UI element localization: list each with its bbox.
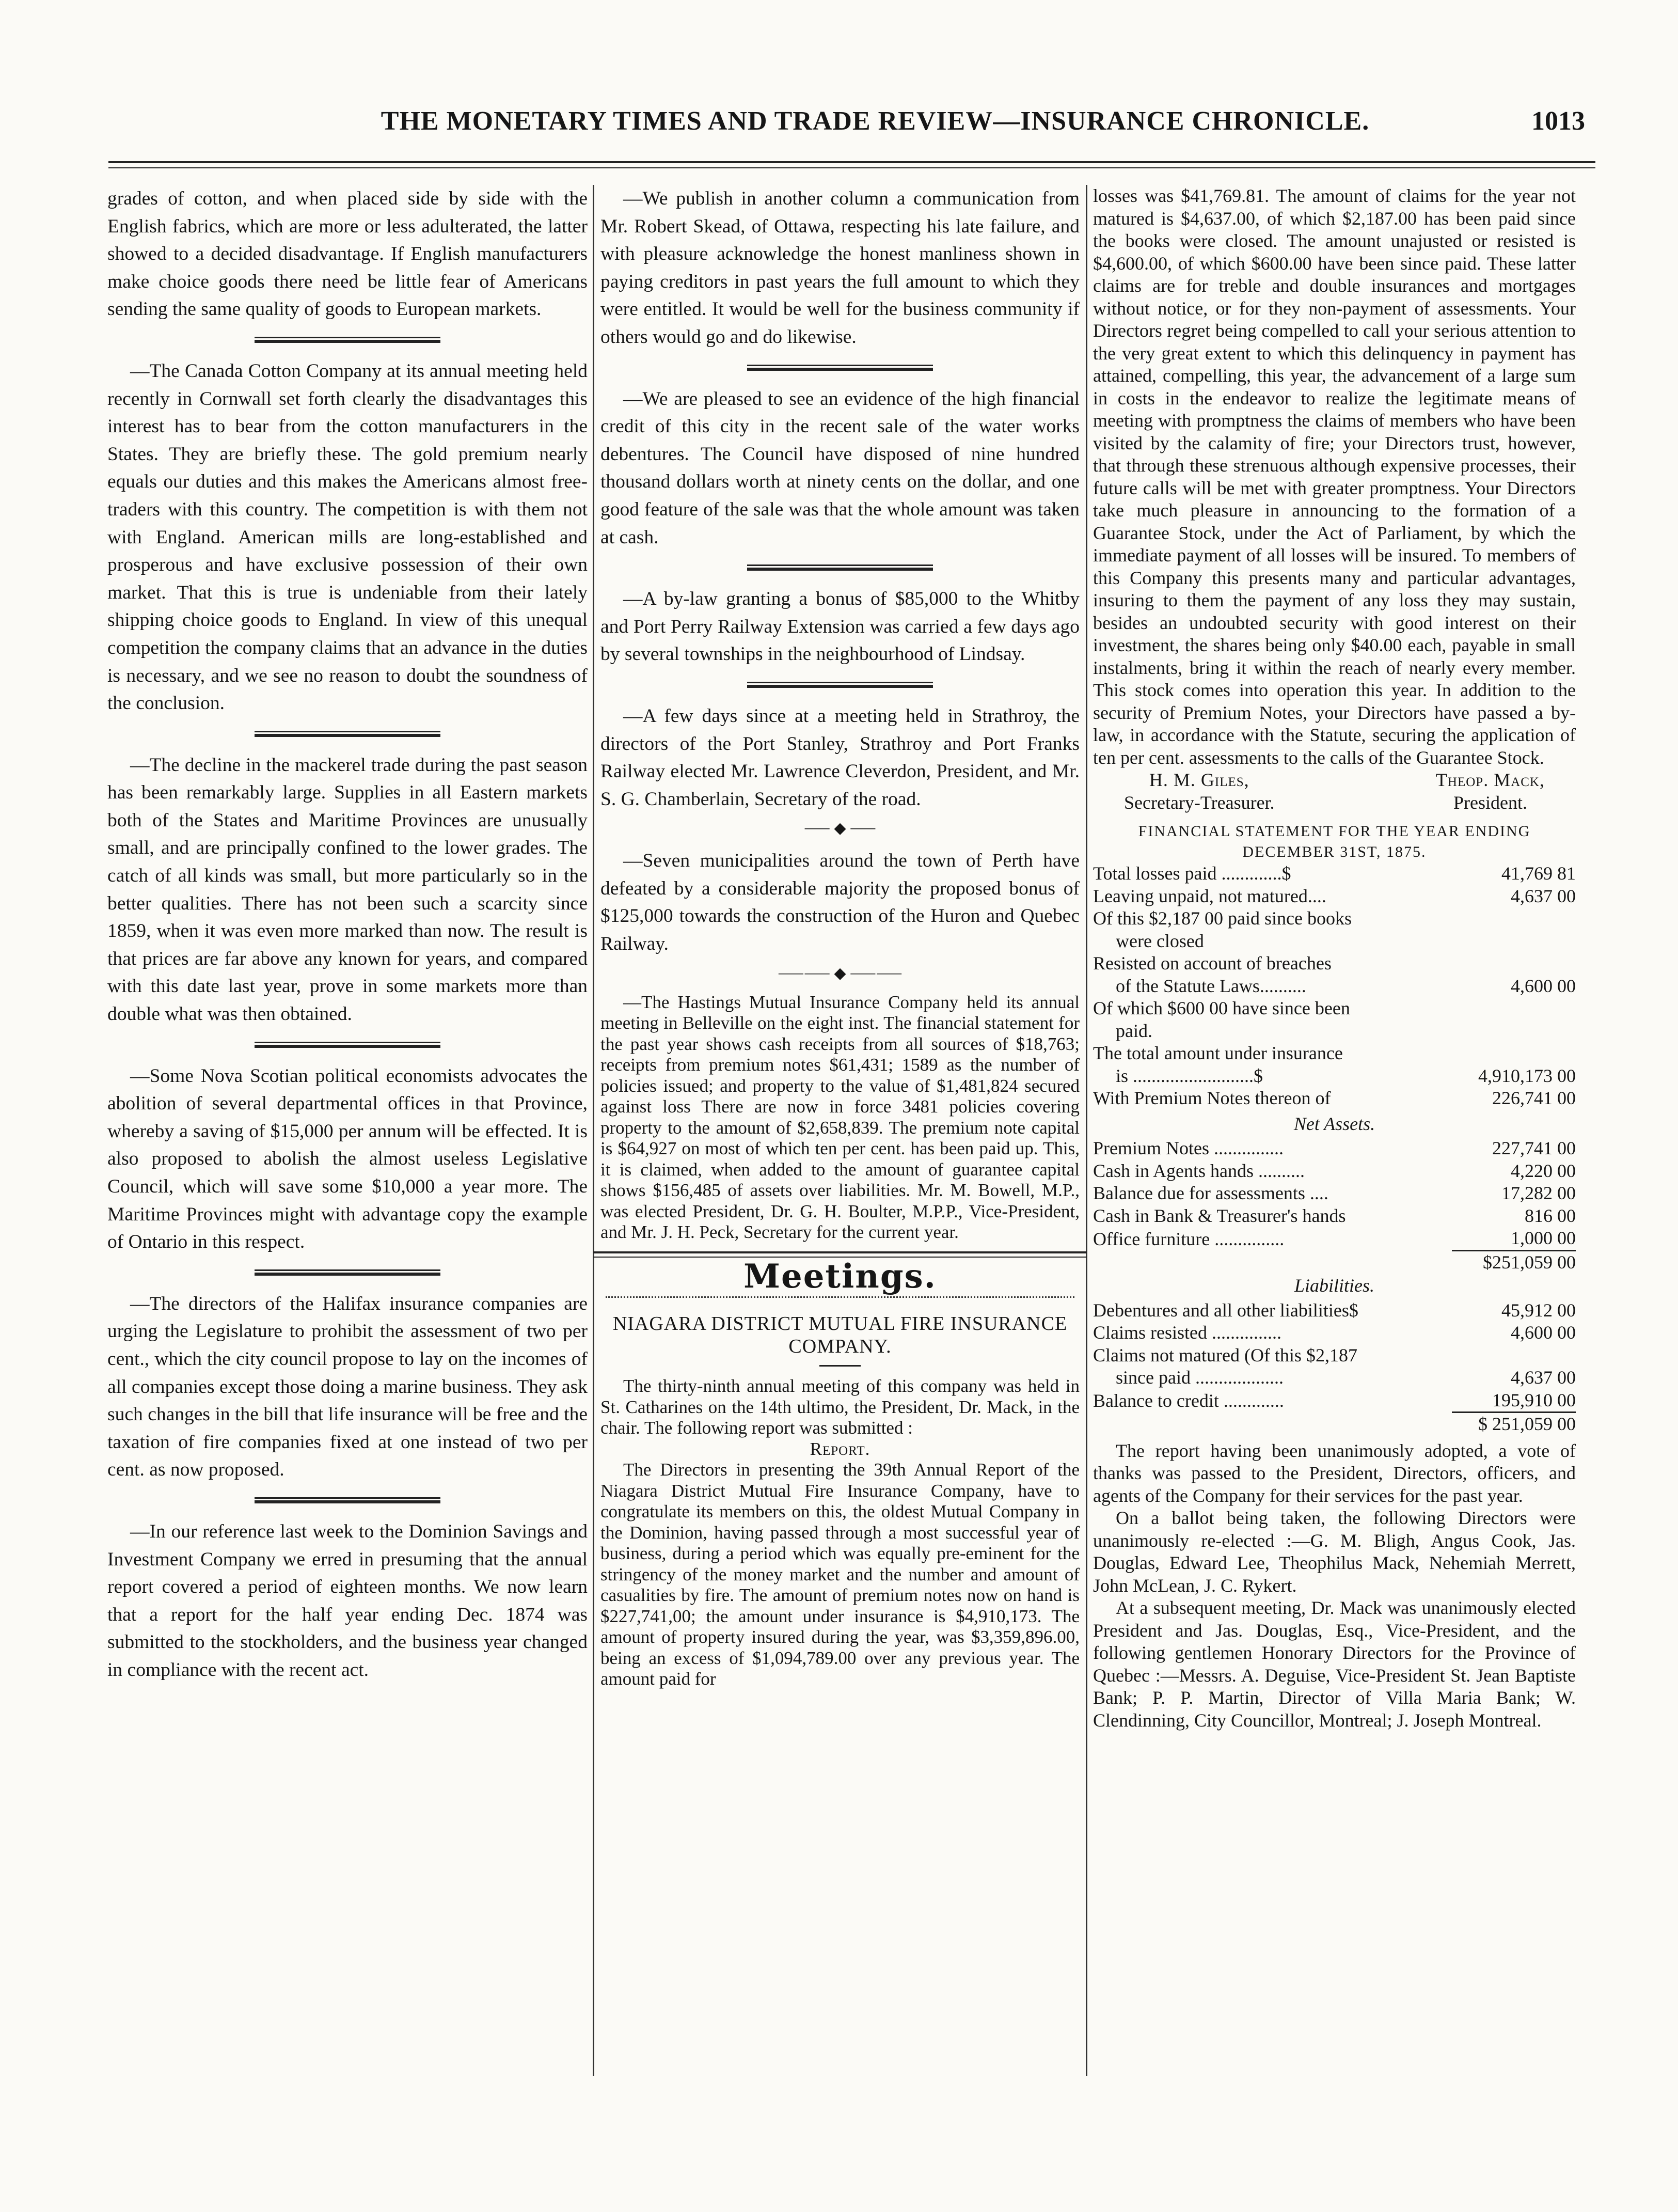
table-row	[1093, 907, 1576, 930]
signatures	[1093, 769, 1576, 814]
table-row	[1093, 1137, 1576, 1160]
article-hastings-mutual: —The Hastings Mutual Insurance Company held its annual meeting in Belleville on the eight inst. The financial statement for the past year shows cash receipts from all sources of $18,763; receipts from premium notes $61,431; 1589 as the number of policies issued; and property to the value of $1,481,824 secured against loss There are now in force 3481 policies covering property to the amount of $2,658,839. The premium note capital is $64,927 on most of which ten per cent. has been paid up. This, it is claimed, when added to the amount of guarantee capital shows $156,485 of assets over liabilities. Mr. M. Bowell, M.P., was elected President, Dr. G. H. Boulter, M.P.P., Vice-President, and Mr. J. H. Peck, Secretary for the current year.	[600, 992, 1080, 1243]
table-row	[1093, 1367, 1576, 1389]
masthead-title: THE MONETARY TIMES AND TRADE REVIEW—INSURANCE CHRONICLE.	[381, 106, 1370, 136]
row-amount: 227,741 00	[1492, 1138, 1576, 1158]
row-amount: 4,637 00	[1511, 885, 1576, 906]
table-row	[1093, 975, 1576, 998]
row-label: Cash in Bank & Treasurer's hands	[1093, 1205, 1346, 1226]
separator-rule	[747, 365, 933, 371]
liabilities-total: $ 251,059 00	[1452, 1413, 1576, 1436]
row-amount: 41,769 81	[1501, 863, 1576, 884]
row-label: Claims not matured (Of this $2,187	[1093, 1344, 1357, 1366]
row-label: Debentures and all other liabilities$	[1093, 1299, 1358, 1321]
report-body: The Directors in presenting the 39th Annual Report of the Niagara District Mutual Fire Insurance Company, have to congratulate its members on this, the oldest Mutual Company in the Dominion, having passed through a most successful year of business, during a period which was equally pre-eminent for the stringency of the money market and the number and amount of casualities by fire. The amount of premium notes now on hand is $227,741,00; the amount under insurance is $4,910,173. The amount of property insured during the year, was $3,359,896.00, being an excess of $1,094,789.00 over any previous year. The amount paid for	[600, 1460, 1080, 1689]
column-2	[600, 185, 1080, 1690]
assets-total: $251,059 00	[1452, 1250, 1576, 1274]
row-label: Cash in Agents hands ..........	[1093, 1160, 1305, 1181]
table-row	[1093, 1065, 1576, 1088]
column-divider-2	[1086, 185, 1087, 2076]
row-label: Of which $600 00 have since been	[1093, 998, 1350, 1018]
meeting-intro: The thirty-ninth annual meeting of this company was held in St. Catharines on the 14th ultimo, the President, Dr. Mack, in the chair. The following report was submitted :	[600, 1376, 1080, 1438]
row-amount: 195,910 00	[1492, 1389, 1576, 1410]
row-label: is ..........................$	[1116, 1065, 1263, 1086]
row-amount: 226,741 00	[1492, 1088, 1576, 1108]
ornament-divider: ⸺⸺ ◆ ⸺⸺	[778, 964, 903, 982]
fin-head-line2: DECEMBER 31ST, 1875.	[1242, 843, 1427, 860]
row-label: Resisted on account of breaches	[1093, 953, 1332, 974]
liabilities-heading: Liabilities.	[1294, 1275, 1375, 1296]
signature-secretary	[1124, 769, 1275, 814]
header-rule-bottom	[108, 167, 1595, 168]
separator-rule	[255, 1497, 440, 1503]
separator-rule	[255, 1269, 440, 1276]
article-water-works: —We are pleased to see an evidence of the high financial credit of this city in the recent sale of the water works debentures. The Council have disposed of nine hundred thousand dollars worth at ninety cents on the dollar, and one good feature of the sale was that the whole amount was taken at cash.	[600, 388, 1080, 548]
column-divider-1	[593, 185, 594, 2076]
row-amount: 4,220 00	[1511, 1160, 1576, 1181]
table-row	[1093, 1344, 1576, 1367]
article-port-stanley-railway: —A few days since at a meeting held in Strathroy, the directors of the Port Stanley, Strathroy and Port Franks Railway elected Mr. Lawrence Cleverdon, President, and Mr. S. G. Chamberlain, Secretary of the road.	[600, 705, 1080, 810]
article-robert-skead: —We publish in another column a communication from Mr. Robert Skead, of Ottawa, respecting his late failure, and with pleasure acknowledge the honest manliness shown in paying creditors in past years the full amount to which they were entitled. It would be well for the business community if others would go and do likewise.	[600, 188, 1080, 348]
row-label: Total losses paid .............$	[1093, 863, 1291, 884]
table-row	[1093, 1182, 1576, 1205]
report-continuation: losses was $41,769.81. The amount of claims for the year not matured is $4,637.00, of which $2,187.00 has been paid since the books were closed. The amount unajusted or resisted is $4,600.00, of which $600.00 have been since paid. These latter claims are for treble and double insurances and mortgages without notice, or for they non-payment of assessments. Your Directors regret being compelled to call your serious attention to the very great extent to which this delinquency in payment has attained, compelling, this year, the advancement of a large sum in costs in the endeavor to realize the legitimate means of meeting with promptness the claims of members who have been visited by the calamity of fire; your Directors trust, however, that through these strenuous although expensive processes, their future calls will be met with greater promptness. Your Directors take much pleasure in announcing to the formation of a Guarantee Stock, under the Act of Parliament, by which the immediate payment of all losses will be insured. To members of this Company this presents many and particular advantages, insuring to them the payment of any loss they may sustain, besides an undoubted security with good interest on their investment, the shares being only $40.00 each, payable in small instalments, bring it within the reach of nearly every member. This stock comes into operation this year. In addition to the security of Premium Notes, your Directors have passed a by-law, in accordance with the Statute, securing the application of ten per cent. assessments to the calls of the Guarantee Stock.	[1093, 185, 1576, 768]
row-amount: 4,637 00	[1511, 1367, 1576, 1388]
separator-rule	[255, 337, 440, 343]
liabilities-table	[1093, 1299, 1576, 1436]
table-row	[1093, 1020, 1576, 1043]
article-mackerel-trade: —The decline in the mackerel trade during the past season has been remarkably large. Supplies in all Eastern markets both of the States and Maritime Provinces are unusually small, and are principally confined to the lower grades. The catch of all kinds was small, but more particularly so in the better qualities. There has not been such a scarcity since 1859, when it was even more marked than now. The result is that prices are far above any known for years, and compared with this date last year, prove in some markets more than double what was then obtained.	[107, 754, 588, 1025]
table-row	[1093, 862, 1576, 885]
separator-rule	[255, 1042, 440, 1048]
article-halifax-insurance: —The directors of the Halifax insurance companies are urging the Legislature to prohibit the assessment of two per cent., which the city council propose to lay on the incomes of all companies except those doing a marine business. They ask such changes in the bill that life insurance will be free and the taxation of fire companies fixed at one instead of two per cent. as now proposed.	[107, 1293, 588, 1481]
meetings-heading: Meetings.	[743, 1257, 937, 1296]
table-row	[1093, 1322, 1576, 1344]
column-3	[1093, 185, 1576, 1732]
row-label: The total amount under insurance	[1093, 1043, 1343, 1063]
financial-statement-table	[1093, 862, 1576, 1110]
table-row	[1093, 1160, 1576, 1183]
president-title: President.	[1453, 792, 1527, 813]
row-label: Balance due for assessments ....	[1093, 1183, 1328, 1203]
row-amount: 1,000 00	[1511, 1228, 1576, 1248]
secretary-title: Secretary-Treasurer.	[1124, 792, 1275, 813]
article-perth-bonus: —Seven municipalities around the town of Perth have defeated by a considerable majority the proposed bonus of $125,000 towards the construction of the Huron and Quebec Railway.	[600, 850, 1080, 955]
row-label: since paid ...................	[1116, 1367, 1284, 1388]
table-row	[1093, 952, 1576, 975]
row-label: paid.	[1116, 1020, 1152, 1041]
row-amount: 17,282 00	[1501, 1183, 1576, 1203]
row-amount: 4,600 00	[1511, 1322, 1576, 1343]
separator-rule	[747, 564, 933, 571]
page-number: 1013	[1531, 106, 1585, 136]
row-label: Balance to credit .............	[1093, 1390, 1284, 1411]
report-label: Report.	[810, 1438, 870, 1459]
net-assets-table	[1093, 1137, 1576, 1274]
table-row	[1093, 1087, 1576, 1110]
article-nova-scotia: —Some Nova Scotian political economists advocates the abolition of several departmental offices in that Province, whereby a saving of $15,000 per annum will be effected. It is also proposed to abolish the almost useless Legislative Council, which will save some $10,000 a year more. The Maritime Provinces might with advantage copy the example of Ontario in this respect.	[107, 1065, 588, 1253]
table-row	[1093, 930, 1576, 953]
total-row	[1093, 1250, 1576, 1274]
subsequent-meeting: At a subsequent meeting, Dr. Mack was unanimously elected President and Jas. Douglas, Esq., Vice-President, and the following gentlemen Honorary Directors for the Province of Quebec :—Messrs. A. Deguise, Vice-President St. Jean Baptiste Bank; P. P. Martin, Director of Villa Maria Bank; W. Clendinning, City Councillor, Montreal; J. Joseph Montreal.	[1093, 1597, 1576, 1731]
row-amount: 45,912 00	[1501, 1299, 1576, 1321]
separator-rule	[747, 682, 933, 688]
table-row	[1093, 1299, 1576, 1322]
secretary-name: H. M. Giles,	[1149, 770, 1249, 790]
short-rule	[819, 1365, 861, 1367]
row-label: Of this $2,187 00 paid since books	[1093, 908, 1352, 929]
row-label: Claims resisted ...............	[1093, 1322, 1281, 1343]
signature-president	[1436, 769, 1545, 814]
row-label: were closed	[1116, 930, 1204, 951]
separator-rule	[255, 731, 440, 737]
row-amount: 4,910,173 00	[1478, 1065, 1576, 1086]
net-assets-heading: Net Assets.	[1293, 1113, 1375, 1134]
row-label: With Premium Notes thereon of	[1093, 1088, 1331, 1108]
row-label: Premium Notes ...............	[1093, 1138, 1284, 1158]
row-amount: 4,600 00	[1511, 975, 1576, 996]
section-rule	[593, 1251, 1087, 1258]
article-whitby-bylaw: —A by-law granting a bonus of $85,000 to the Whitby and Port Perry Railway Extension was carried a few days ago by several townships in the neighbourhood of Lindsay.	[600, 588, 1080, 665]
header-rule-top	[108, 161, 1595, 163]
table-row	[1093, 1042, 1576, 1065]
report-title: NIAGARA DISTRICT MUTUAL FIRE INSURANCE COMPANY.	[612, 1313, 1068, 1358]
row-amount: 816 00	[1525, 1205, 1576, 1226]
directors-reelected: On a ballot being taken, the following Directors were unanimously re-elected :—G. M. Bligh, Angus Cook, Jas. Douglas, Edward Lee, Theophilus Mack, Nehemiah Merrett, John McLean, J. C. Rykert.	[1093, 1508, 1576, 1596]
table-row	[1093, 997, 1576, 1020]
row-label: Office furniture ...............	[1093, 1228, 1285, 1249]
total-row	[1093, 1413, 1576, 1436]
column-1	[107, 185, 588, 1684]
table-row	[1093, 1389, 1576, 1413]
ornament-divider: ⸺ ◆ ⸺	[804, 820, 876, 837]
row-label: of the Statute Laws..........	[1116, 975, 1306, 996]
row-label: Leaving unpaid, not matured....	[1093, 885, 1326, 906]
article-dominion-savings: —In our reference last week to the Dominion Savings and Investment Company we erred in presuming that the annual report covered a period of eighteen months. We now learn that a report for the half year ending Dec. 1874 was submitted to the stockholders, and the business year changed in compliance with the recent act.	[107, 1520, 588, 1681]
article-canada-cotton: —The Canada Cotton Company at its annual meeting held recently in Cornwall set forth clearly the disadvantages this interest has to bear from the cotton manufacturers in the States. They are briefly these. The gold premium nearly equals our duties and this makes the Americans almost free-traders with this country. The competition is with them not with England. American mills are long-established and prosperous and have exclusive possession of their own market. That this is true is undeniable from their lately shipping choice goods to England. In view of this unequal competition the company claims that an advance in the duties is necessary, and we see no reason to doubt the soundness of the conclusion.	[107, 360, 588, 714]
table-row	[1093, 885, 1576, 908]
table-row	[1093, 1205, 1576, 1228]
article-cotton-grades: grades of cotton, and when placed side by side with the English fabrics, which are more or less adulterated, the latter showed to a decided disadvantage. If English manufacturers make choice goods there need be little fear of Americans sending the same quality of goods to European markets.	[107, 188, 588, 320]
table-row	[1093, 1227, 1576, 1250]
report-adopted: The report having been unanimously adopted, a vote of thanks was passed to the President, Directors, officers, and agents of the Company for their services for the past year.	[1093, 1440, 1576, 1506]
financial-statement-heading	[1093, 821, 1576, 862]
fin-head-line1: FINANCIAL STATEMENT FOR THE YEAR ENDING	[1138, 823, 1531, 840]
president-name: Theop. Mack,	[1435, 770, 1545, 790]
